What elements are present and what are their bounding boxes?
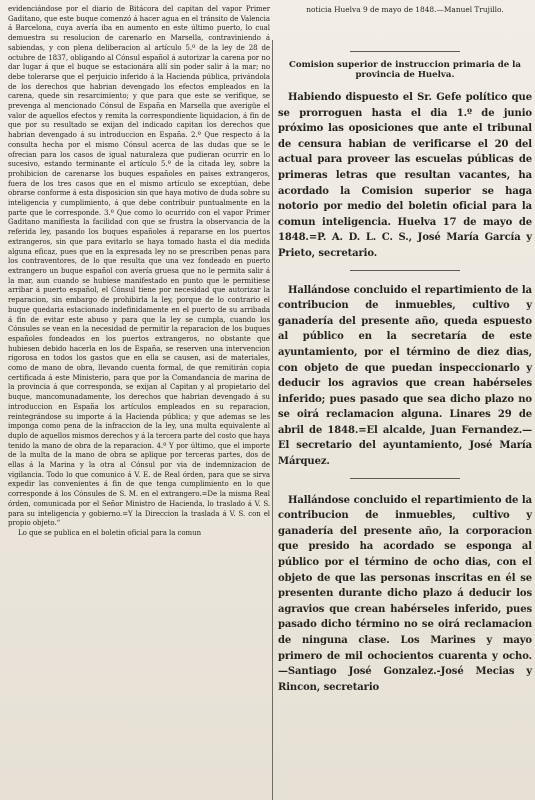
left-column <box>8 0 270 539</box>
section-divider <box>350 478 460 479</box>
section-divider <box>350 270 460 271</box>
column-rule <box>272 40 273 800</box>
announcement-text: Habiendo dispuesto el Sr. Gefe político que se prorroguen hasta el dia 1.º de junio próximo las oposiciones que ante el tribunal de censura habian de verificarse el 20 del actual para proveer las escuelas públicas de primeras letras que resultan vacantes, ha acordado la Comision superior se haga notorio por medio del boletin oficial para la comun inteligencia. Huelva 17 de mayo de 1848.=P. A. D. L. C. S., José María García y Prieto, secretario. <box>278 92 532 259</box>
announcement-text: Hallándose concluido el repartimiento de la contribucion de inmuebles, cultivo y ganadería del presente año, queda espuesto al público en la secretaría de este ayuntamiento, por el término de diez dias, con objeto de que puedan inspeccionarlo y deducir los agravios que crean habérseles inferido; pues pasado que sea dicho plazo no se oirá reclamacion alguna. Linares 29 de abril de 1848.=El alcalde, Juan Fernandez.—El secretario del ayuntamiento, José María Márquez. <box>278 284 532 468</box>
announcement-1 <box>278 90 532 262</box>
right-column <box>278 0 532 695</box>
left-paragraph-closing: Lo que se publica en el boletin oficial para la comun <box>18 528 202 537</box>
continuation-line: noticia Huelva 9 de mayo de 1848.—Manuel Trujillo. <box>306 5 504 14</box>
section-title: Comision superior de instruccion primaria de la provincia de Huelva. <box>289 60 521 80</box>
left-paragraph-main: evidenciándose por el diario de Bitácora del capitan del vapor Primer Gaditano, que este buque comenzó á hacer agua en el tránsito de Valencia á Barcelona, cuya avería iba en aumento en este último puerto, lo cual demuestra su resolucion de carenarlo en Marsella, contraviniendo á sabiendas, y con plena deliberacion al artículo 5.º de la ley de 28 de octubre de 1837, obligando al Cónsul español á autorizar la carena por no dar lugar á que el buque se estacionára allí sin poder salir á la mar; no debe tolerarse que el perjuicio inferido á la Hacienda pública, privándola de los derechos que habrian devengado los efectos empleados en la carena, quede sin resarcimiento; y que para que este se verifique, se prevenga al mencionado Cónsul de España en Marsella que averigüe el valor de aquellos efectos y remita la correspondiente liquidacion, á fin de que por su resultado se exijan del indicado capitan los derechos que habrian devengado á su introduccion en España. 2.º Que respecto á la consulta hecha por el mismo Cónsul acerca de las dudas que se le ofrecian para los casos de igual naturaleza que pudieran ocurrir en lo sucesivo, estando terminante el artículo 5.º de la citada ley, sobre la prohibicion de carenarse los buques españoles en paises extrangeros, fuera de los tres casos que en el mismo artículo se exceptúan, debe obrarse conforme á esta disposicion sin que haya motivo de duda sobre su inteligencia y cumplimiento, á que debe contribuir puntualmente en la parte que le corresponde. 3.º Que como lo ocurrido con el vapor Primer Gaditano manifiesta la facilidad con que se frustra la observancia de la referida ley, pasando los buques españoles á repararse en los puertos extrangeros, sin que para evitarlo se haya tomado hasta el dia medida alguna eficaz, pues que en la expresada ley no se prescriben penas para los contraventores, de lo que resulta que una vez fondeado en puerto extrangero un buque español con avería gruesa que no le permita salir á la mar, aun cuando se hubiese manifestado en punto que le permitiese arribar á puerto español, el Cónsul tiene por necesidad que autorizar la reparacion, sin embargo de prohibirla la ley, porque de lo contrario el buque quedaria estacionado indefinidamente en el puerto de su arribada á fin de evitar este abuso y para que la ley se cumpla, cuando los Cónsules se vean en la necesidad de permitir la reparacion de los buques españoles fondeados en los puertos extrangeros, no obstante que hubiesen debido hacerla en los de España, se reserven una intervencion rigorosa en todos los gastos que en ella se causen, asi de materiales, como de mano de obra, llevando cuenta formal, de que remitirán copia certificada á este Ministerio, para que por la Comandancia de marina de la provincia á que corresponda, se exijan al Capitan y al propietario del buque, mancomunadamente, los derechos que habrian devengado á su introduccion en España los artículos empleados en su reparacion, reintegrándose su importe á la Hacienda pública; y que ademas se les imponga como pena de la infraccion de la ley, una multa equivalente al duplo de aquellos mismos derechos y á la tercera parte del costo que haya tenido la mano de obra de la reparacion. 4.º Y por último, que el importe de la multa de la mano de obra se aplique por terceras partes, dos de ellas á la Marina y la otra al Cónsul por via de indemnizacion de vigilancia. Todo lo que comunico á V. E. de Real órden, para que se sirva expedir las convenientes á fin de que tenga cumplimiento en lo que corresponde á los Cónsules de S. M. en el extrangero.=De la misma Real órden, comunicada por el Señor Ministro de Hacienda, lo traslado á V. S. para su inteligencia y gobierno.=Y la Direccion la traslada á V. S. con el propio objeto.“ <box>8 5 270 528</box>
section-divider-top <box>350 51 460 52</box>
announcement-2 <box>278 283 532 470</box>
announcement-3 <box>278 493 532 696</box>
announcement-text: Hallándose concluido el repartimiento de la contribucion de inmuebles, cultivo y ganadería del presente año, la corporacion que presido ha acordado se esponga al público por el término de ocho dias, con el objeto de que las personas inscritas en él se presenten durante dicho plazo á deducir los agravios que crean habérseles inferido, pues pasado dicho término no se oirá reclamacion de ninguna clase. Los Marines y mayo primero de mil ochocientos cuarenta y ocho.—Santiago José Gonzalez.-José Mecias y Rincon, secretario <box>278 494 532 693</box>
section-header <box>278 60 532 80</box>
